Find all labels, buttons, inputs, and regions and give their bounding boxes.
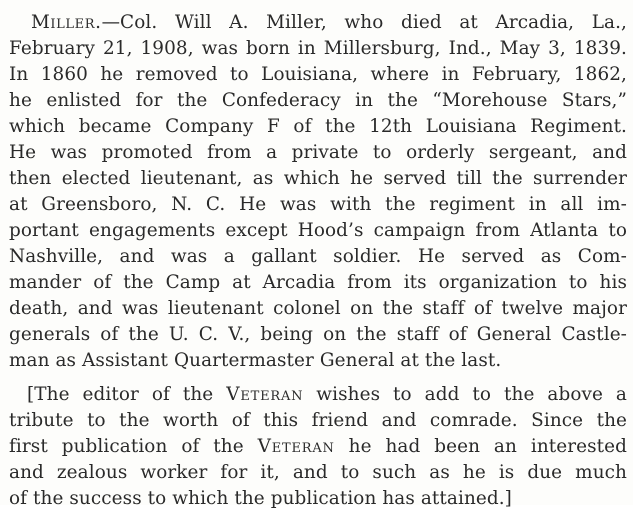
text-line: He was promoted from a private to orderly sergeant, and [9, 142, 627, 163]
line-text: [The editor of the [27, 384, 227, 405]
text-line: generals of the U. C. V., being on the staff of General Castle- [9, 324, 627, 345]
editor-note-paragraph [9, 382, 627, 512]
text-line: In 1860 he removed to Louisiana, where in February, 1862, [9, 64, 627, 85]
text-line [9, 382, 627, 408]
text-line: portant engagements except Hood’s campaign from Atlanta to [9, 220, 627, 241]
text-line: mander of the Camp at Arcadia from its organization to his [9, 272, 627, 293]
text-line: February 21, 1908, was born in Millersburg, Ind., May 3, 1839. [9, 38, 627, 59]
text-line: man as Assistant Quartermaster General at the last. [9, 350, 502, 371]
line-text: first publication of the [9, 436, 258, 457]
text-line: Nashville, and was a gallant soldier. He served as Com- [9, 246, 627, 267]
text-line: then elected lieutenant, as which he served till the surrender [9, 168, 627, 189]
text-line [9, 434, 627, 460]
line-text: he had been an interested [334, 436, 627, 457]
line-text: —Col. Will A. Miller, who died at Arcadia, La., [101, 12, 627, 33]
line-text: wishes to add to the above a [303, 384, 627, 405]
veteran-title: Veteran [257, 436, 335, 457]
obituary-paragraph [9, 10, 627, 374]
text-line: of the success to which the publication has attained.] [9, 488, 512, 509]
text-line: tribute to the worth of this friend and comrade. Since the [9, 410, 627, 431]
text-line [9, 10, 627, 36]
text-line: and zealous worker for it, and to such as he is due much [9, 462, 627, 483]
obituary-article [9, 10, 627, 512]
text-line: which became Company F of the 12th Louisiana Regiment. [9, 116, 627, 137]
text-line: death, and was lieutenant colonel on the staff of twelve major [9, 298, 627, 319]
veteran-title: Veteran [226, 384, 304, 405]
text-line: he enlisted for the Confederacy in the “Morehouse Stars,” [9, 90, 627, 111]
text-line: at Greensboro, N. C. He was with the regiment in all im- [9, 194, 627, 215]
surname-heading: Miller. [31, 12, 102, 33]
